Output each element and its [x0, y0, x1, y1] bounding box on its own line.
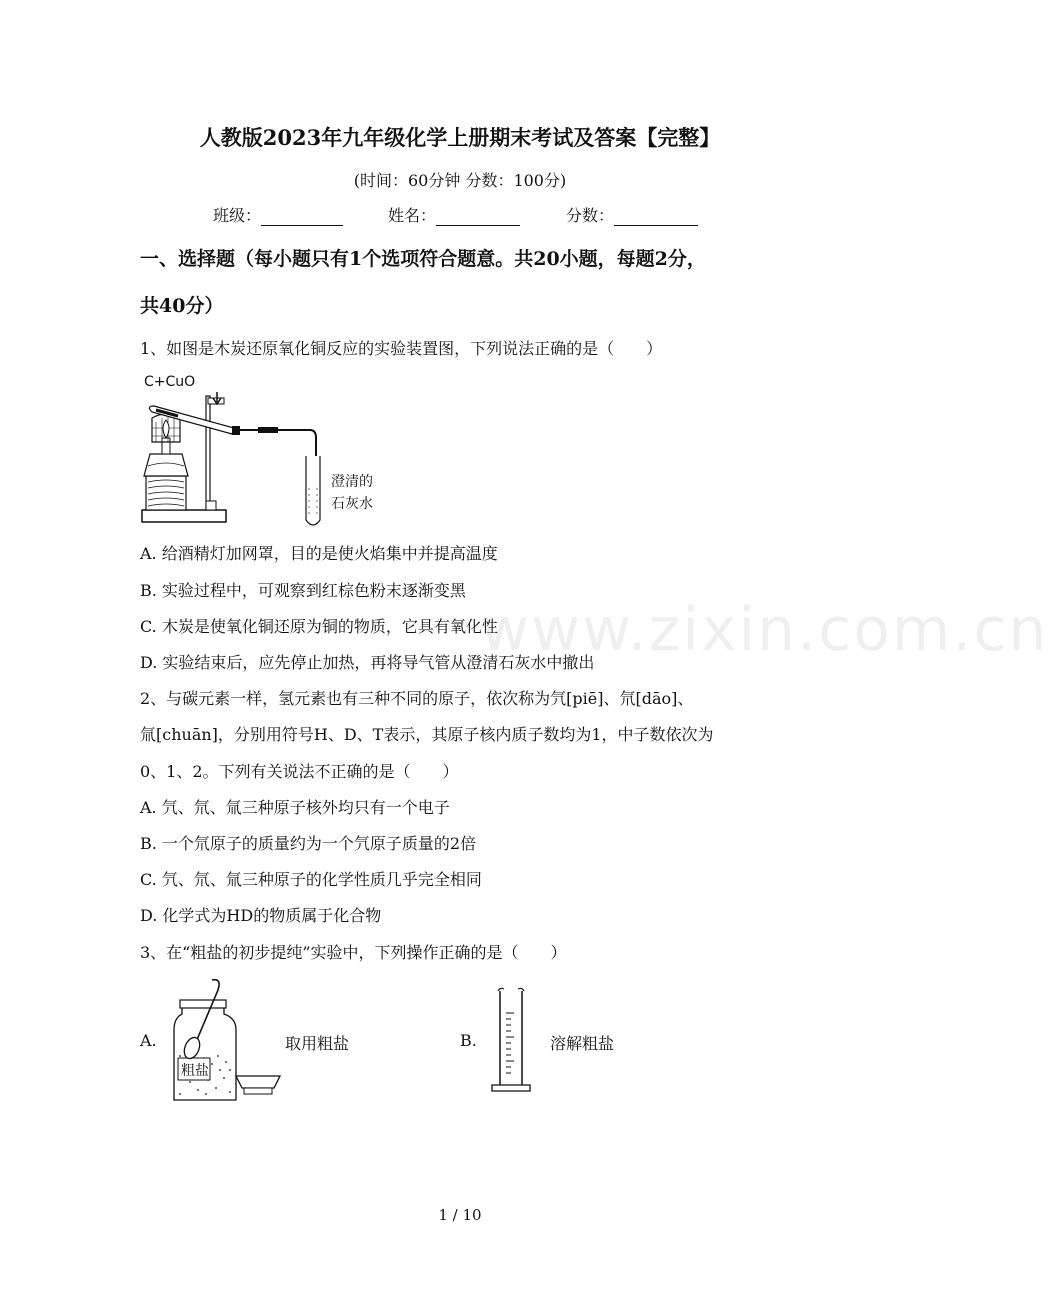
- salt-jar-with-spoon: [168, 976, 288, 1106]
- class-label: 班级：: [213, 206, 262, 225]
- limewater-label-line1: 澄清的: [331, 474, 373, 490]
- question-2-stem-line3: 0、1、2。下列有关说法不正确的是（ ）: [140, 762, 459, 781]
- page-title: 人教版2023年九年级化学上册期末考试及答案【完整】: [199, 125, 721, 150]
- question-2-stem-line2: 氚[chuān]，分别用符号H、D、T表示，其原子核内质子数均为1，中子数依次为: [140, 725, 714, 744]
- limewater-label-line2: 石灰水: [331, 496, 373, 512]
- name-field: [388, 203, 520, 226]
- score-field: [566, 203, 698, 226]
- q2-option-d: D. 化学式为HD的物质属于化合物: [140, 906, 382, 925]
- section-heading-line2: 共40分）: [140, 295, 224, 317]
- q3-option-b-text: 溶解粗盐: [550, 1034, 615, 1053]
- name-blank: [436, 207, 520, 226]
- question-1-stem: 1、如图是木炭还原氧化铜反应的实验装置图，下列说法正确的是（ ）: [140, 339, 663, 358]
- q1-option-a: A. 给酒精灯加网罩，目的是使火焰集中并提高温度: [140, 544, 498, 563]
- q2-option-c: C. 氕、氘、氚三种原子的化学性质几乎完全相同: [140, 870, 482, 889]
- question-2-stem-line1: 2、与碳元素一样，氢元素也有三种不同的原子，依次称为氕[piē]、氘[dāo]、: [140, 689, 694, 708]
- charcoal-reduction-apparatus: [138, 366, 398, 528]
- watermark: www.zixin.com.cn: [480, 595, 1048, 665]
- class-field: [213, 203, 343, 226]
- score-label: 分数：: [566, 206, 615, 225]
- jar-label: 粗盐: [181, 1063, 209, 1079]
- page-number: 1 / 10: [438, 1206, 482, 1224]
- reactant-label: C+CuO: [144, 374, 196, 390]
- graduated-cylinder: [484, 985, 544, 1097]
- q1-option-d: D. 实验结束后，应先停止加热，再将导气管从澄清石灰水中撤出: [140, 653, 595, 672]
- section-heading-line1: 一、选择题（每小题只有1个选项符合题意。共20小题，每题2分，: [140, 248, 706, 270]
- q1-option-b: B. 实验过程中，可观察到红棕色粉末逐渐变黑: [140, 581, 466, 600]
- class-blank: [261, 207, 343, 226]
- score-blank: [614, 207, 698, 226]
- q3-option-a-letter: A.: [140, 1031, 157, 1050]
- q3-option-b-letter: B.: [460, 1031, 477, 1050]
- q1-option-c: C. 木炭是使氧化铜还原为铜的物质，它具有氧化性: [140, 617, 498, 636]
- question-3-stem: 3、在“粗盐的初步提纯”实验中，下列操作正确的是（ ）: [140, 943, 567, 962]
- q2-option-a: A. 氕、氘、氚三种原子核外均只有一个电子: [140, 798, 450, 817]
- q3-option-a-text: 取用粗盐: [285, 1034, 350, 1053]
- q2-option-b: B. 一个氘原子的质量约为一个氕原子质量的2倍: [140, 834, 477, 853]
- name-label: 姓名：: [388, 206, 437, 225]
- exam-time-score: (时间：60分钟 分数：100分): [353, 171, 567, 190]
